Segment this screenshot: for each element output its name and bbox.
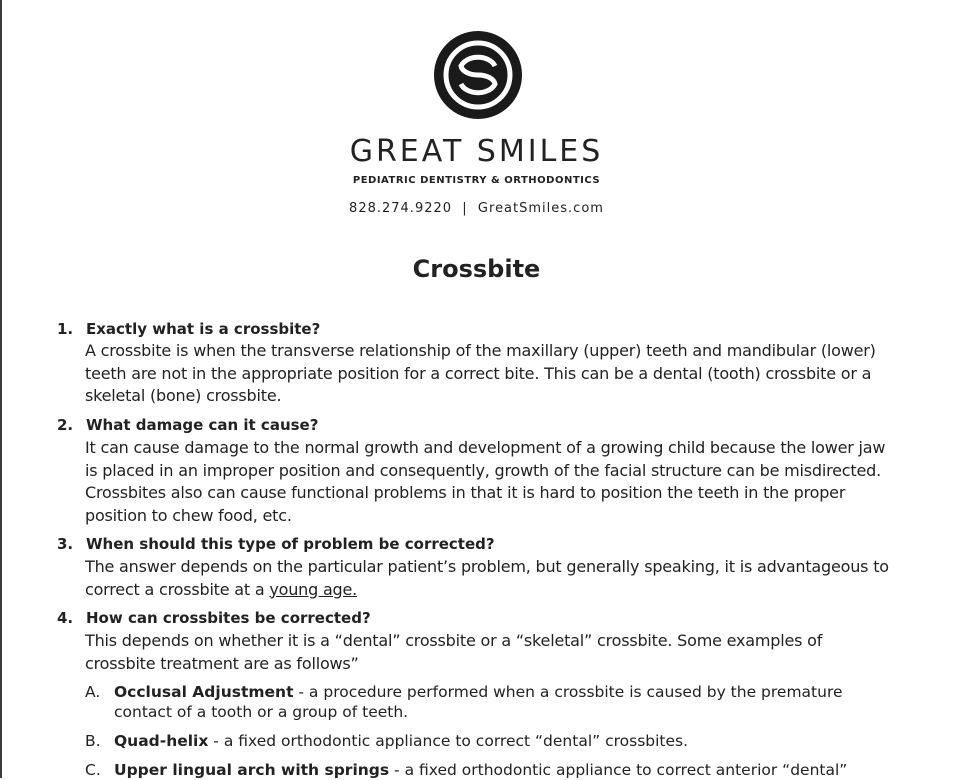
great-smiles-logo-icon (433, 30, 523, 120)
question-number: 2. (57, 416, 74, 434)
question-number: 4. (57, 609, 74, 627)
young-age-link[interactable]: young age. (269, 579, 358, 599)
treatment-name: Upper lingual arch with springs (114, 761, 390, 779)
answer-3 (85, 556, 895, 601)
treatment-description: - a fixed orthodontic appliance to correct “dental” crossbites. (208, 732, 689, 750)
treatment-letter: B. (85, 732, 101, 750)
question-heading: How can crossbites be corrected? (86, 609, 371, 627)
page-left-border (0, 0, 2, 778)
question-number: 1. (57, 320, 74, 338)
answer-text: The answer depends on the particular patient’s problem, but generally speaking, it is advantageous to correct a crossbite at a (85, 557, 889, 599)
question-number: 3. (57, 535, 74, 553)
question-heading: Exactly what is a crossbite? (86, 320, 321, 338)
treatment-description: - a procedure performed when a crossbite is caused by the premature contact of a tooth or a group of teeth. (114, 683, 843, 721)
treatment-name: Quad-helix (114, 732, 209, 750)
treatment-letter: C. (85, 761, 101, 779)
question-heading: When should this type of problem be corrected? (86, 535, 495, 553)
brand-name: GREAT SMILES (349, 134, 604, 169)
treatment-description: - a fixed orthodontic appliance to correct anterior “dental” (389, 761, 848, 779)
answer-2: It can cause damage to the normal growth and development of a growing child because the lower jaw is placed in an improper position and consequently, growth of the facial structure can be misdirected. Crossbites also can cause functional problems in that it is hard to position the teeth in the proper position to chew food, etc. (85, 438, 886, 525)
contact-line: 828.274.9220 | GreatSmiles.com (349, 201, 604, 216)
question-heading: What damage can it cause? (86, 416, 319, 434)
answer-1: A crossbite is when the transverse relationship of the maxillary (upper) teeth and mandibular (lower) teeth are not in the appropriate position for a correct bite. This can be a dental (tooth) crossbite or a skeletal (bone) crossbite. (85, 341, 876, 405)
answer-4: This depends on whether it is a “dental” crossbite or a “skeletal” crossbite. Some examples of crossbite treatment are as follows” (85, 631, 823, 673)
page-title: Crossbite (412, 255, 541, 283)
treatment-name: Occlusal Adjustment (114, 683, 294, 701)
brand-tagline: PEDIATRIC DENTISTRY & ORTHODONTICS (352, 175, 601, 186)
treatment-letter: A. (85, 683, 101, 701)
